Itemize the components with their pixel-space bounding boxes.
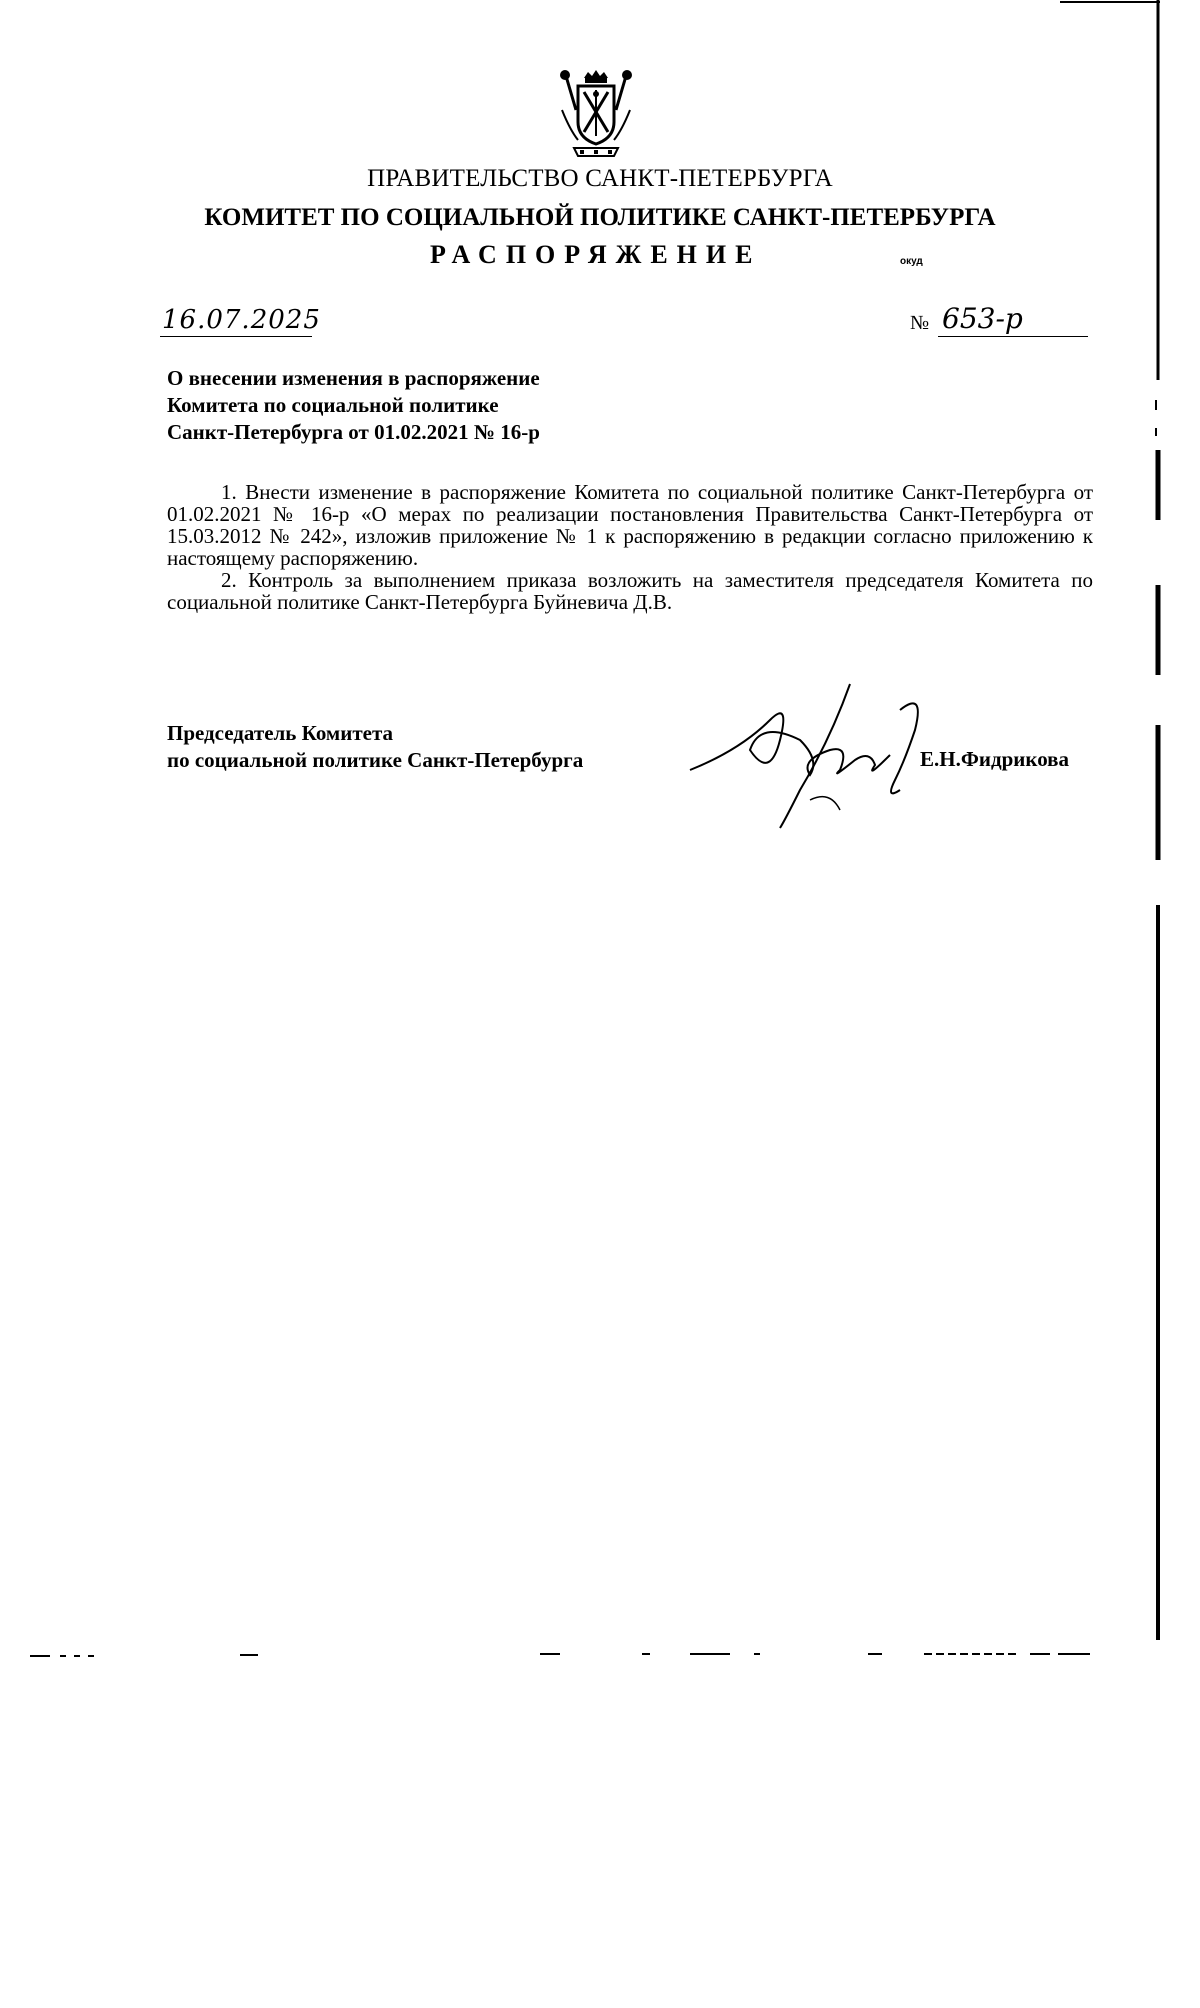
okud-label: окуд <box>900 256 923 267</box>
subject-line: О внесении изменения в распоряжение <box>167 366 540 390</box>
signatory-title <box>167 720 583 774</box>
committee-title: КОМИТЕТ ПО СОЦИАЛЬНОЙ ПОЛИТИКЕ САНКТ-ПЕТЕРБУРГА <box>204 204 996 231</box>
handwritten-number: 653-р <box>942 302 1023 335</box>
signatory-title-line: по социальной политике Санкт-Петербурга <box>167 748 584 772</box>
signatory-name: Е.Н.Фидрикова <box>920 747 1070 771</box>
document-body <box>167 481 1093 613</box>
government-title: ПРАВИТЕЛЬСТВО САНКТ-ПЕТЕРБУРГА <box>367 165 833 192</box>
number-label: № <box>910 312 930 334</box>
date-underline <box>160 336 312 337</box>
number-underline <box>938 336 1088 337</box>
document-subject <box>167 365 540 446</box>
subject-line: Санкт-Петербурга от 01.02.2021 № 16-р <box>167 420 540 444</box>
subject-line: Комитета по социальной политике <box>167 393 499 417</box>
signatory-title-line: Председатель Комитета <box>167 721 394 745</box>
document-type: РАСПОРЯЖЕНИЕ <box>430 240 762 269</box>
coat-of-arms-icon <box>556 70 636 160</box>
body-paragraph: 1. Внести изменение в распоряжение Комитета по социальной политике Санкт-Петербурга от 01.02.2021 № 16-р «О мерах по реализации постановления Правительства Санкт-Петербурга от 15.03.2012 № 242», изложив приложение № 1 к распоряжению в редакции согласно приложению к настоящему распоряжению. <box>167 480 1093 570</box>
body-paragraph: 2. Контроль за выполнением приказа возложить на заместителя председателя Комитета по социальной политике Санкт-Петербурга Буйневича Д.В. <box>167 568 1093 614</box>
handwritten-date: 16.07.2025 <box>162 305 321 335</box>
